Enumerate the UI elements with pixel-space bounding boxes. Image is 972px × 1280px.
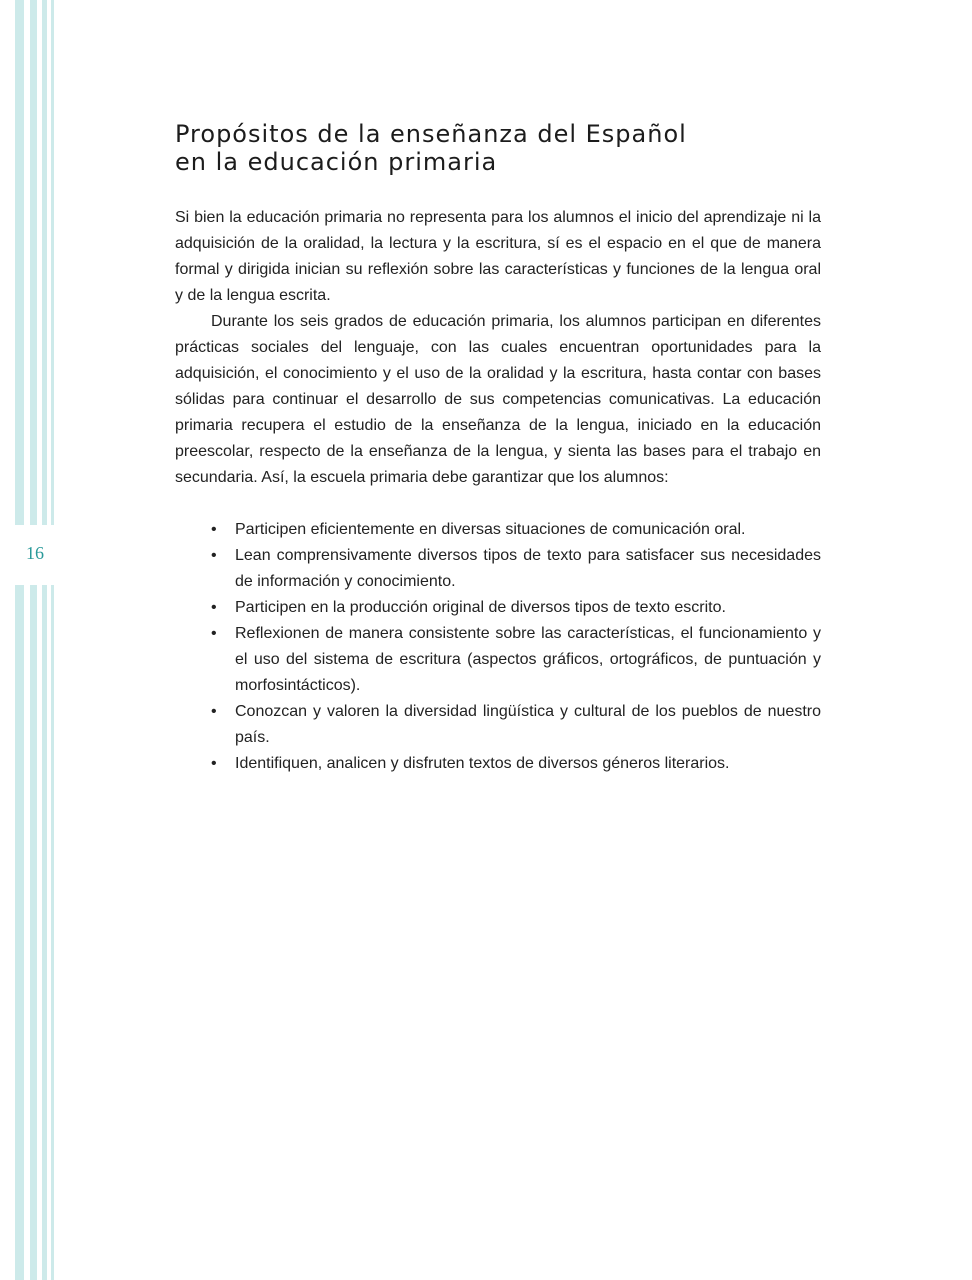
margin-stripe: [30, 585, 37, 1280]
page-number: 16: [26, 543, 44, 563]
list-item: [175, 699, 821, 751]
list-item-text: Lean comprensivamente diversos tipos de texto para satisfacer sus necesidades de información y conocimiento.: [235, 547, 821, 590]
margin-stripe: [42, 585, 47, 1280]
list-item: [175, 595, 821, 621]
list-item: [175, 621, 821, 699]
bullet-icon: •: [211, 521, 217, 538]
list-item: [175, 751, 821, 777]
page-title-line-2: en la educación primaria: [175, 148, 498, 176]
margin-stripe: [51, 585, 54, 1280]
bullet-icon: •: [211, 547, 217, 564]
list-item-text: Participen en la producción original de diversos tipos de texto escrito.: [235, 599, 726, 616]
paragraph-1: Si bien la educación primaria no representa para los alumnos el inicio del aprendizaje ni la adquisición de la oralidad, la lectura y la escritura, sí es el espacio en el que de manera formal y dirigida inician su reflexión sobre las características y funciones de la lengua oral y de la lengua escrita.: [175, 209, 821, 304]
list-item: [175, 543, 821, 595]
margin-stripe: [30, 0, 37, 525]
list-item-text: Identifiquen, analicen y disfruten textos de diversos géneros literarios.: [235, 755, 730, 772]
list-item-text: Participen eficientemente en diversas situaciones de comunicación oral.: [235, 521, 746, 538]
margin-stripe: [15, 0, 24, 525]
margin-stripe: [51, 0, 54, 525]
bullet-icon: •: [211, 755, 217, 772]
margin-stripe: [15, 585, 24, 1280]
page-title: [175, 120, 821, 176]
page-title-line-1: Propósitos de la enseñanza del Español: [175, 120, 687, 148]
purposes-list: [175, 517, 821, 777]
list-item: [175, 517, 821, 543]
paragraph-2: Durante los seis grados de educación primaria, los alumnos participan en diferentes prácticas sociales del lenguaje, con las cuales encuentran oportunidades para la adquisición, el conocimiento y el uso de la oralidad y la escritura, hasta contar con bases sólidas para continuar el desarrollo de sus competencias comunicativas. La educación primaria recupera el estudio de la enseñanza de la lengua, iniciado en la educación preescolar, respecto de la enseñanza de la lengua, y sienta las bases para el trabajo en secundaria. Así, la escuela primaria debe garantizar que los alumnos:: [175, 313, 821, 486]
margin-stripe: [42, 0, 47, 525]
page-content: [175, 120, 821, 777]
bullet-icon: •: [211, 703, 217, 720]
body-text: [175, 205, 821, 491]
list-item-text: Conozcan y valoren la diversidad lingüística y cultural de los pueblos de nuestro país.: [235, 703, 821, 746]
bullet-icon: •: [211, 625, 217, 642]
bullet-icon: •: [211, 599, 217, 616]
list-item-text: Reflexionen de manera consistente sobre las características, el funcionamiento y el uso del sistema de escritura (aspectos gráficos, ortográficos, de puntuación y morfosintácticos).: [235, 625, 821, 694]
